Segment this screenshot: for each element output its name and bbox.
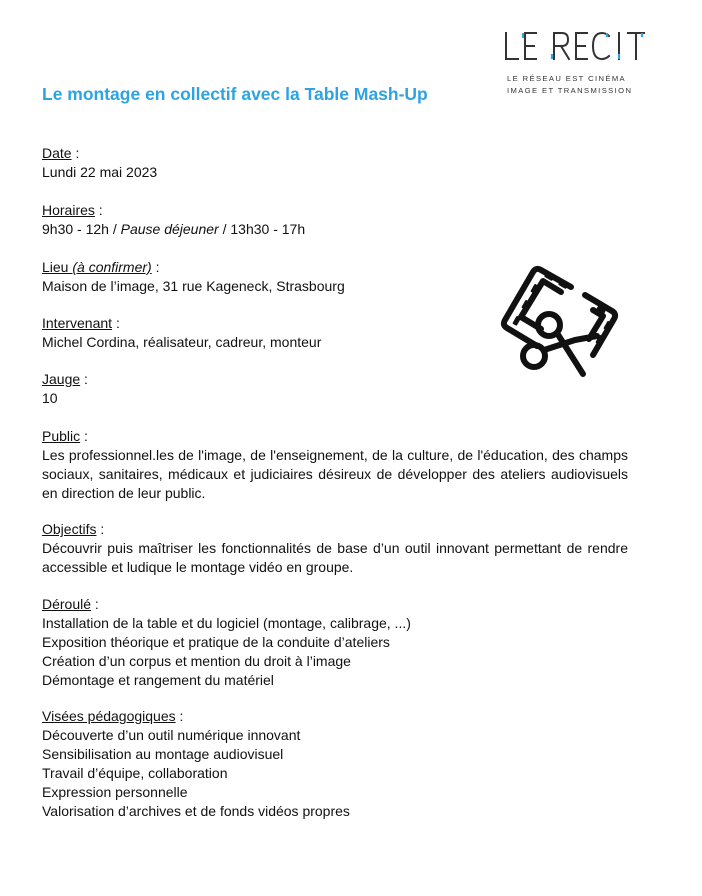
horaires-section — [42, 201, 628, 239]
lieu-label-text: Lieu — [42, 259, 69, 275]
list-item: Installation de la table et du logiciel (montage, calibrage, ...) — [42, 615, 411, 631]
objectifs-text: Découvrir puis maîtriser les fonctionnalités de base d’un outil innovant permettant de rendre accessible et ludique le montage vidéo en groupe. — [42, 540, 628, 575]
public-section — [42, 427, 628, 503]
lieu-label-suffix: : — [151, 259, 160, 275]
date-label: Date — [42, 145, 72, 161]
date-label-suffix: : — [71, 145, 80, 161]
lieu-label-italic: (à confirmer) — [68, 259, 152, 275]
list-item: Sensibilisation au montage audiovisuel — [42, 746, 284, 762]
visees-label-suffix: : — [175, 708, 184, 724]
lieu-label — [42, 259, 152, 275]
list-item: Travail d’équipe, collaboration — [42, 765, 228, 781]
list-item: Création d’un corpus et mention du droit à l’image — [42, 653, 351, 669]
horaires-label-suffix: : — [94, 202, 103, 218]
public-label: Public — [42, 428, 81, 444]
deroule-section — [42, 595, 628, 690]
public-text: Les professionnel.les de l'image, de l'enseignement, de la culture, de l'éducation, des champs sociaux, sanitaires, médicaux et judiciaires désireux de développer des ateliers audiovisuels en direction de leur public. — [42, 447, 628, 501]
list-item: Démontage et rangement du matériel — [42, 672, 274, 688]
visees-section — [42, 707, 628, 821]
list-item: Valorisation d’archives et de fonds vidéos propres — [42, 803, 350, 819]
intervenant-label: Intervenant — [42, 315, 113, 331]
horaires-afternoon: / 13h30 - 17h — [218, 221, 306, 237]
date-section — [42, 144, 628, 182]
list-item: Exposition théorique et pratique de la conduite d’ateliers — [42, 634, 390, 650]
visees-label: Visées pédagogiques — [42, 708, 176, 724]
intervenant-value: Michel Cordina, réalisateur, cadreur, monteur — [42, 334, 322, 350]
horaires-label: Horaires — [42, 202, 95, 218]
date-value: Lundi 22 mai 2023 — [42, 164, 158, 180]
jauge-value: 10 — [42, 390, 58, 406]
list-item: Expression personnelle — [42, 784, 188, 800]
logo-tagline-2: IMAGE ET TRANSMISSION — [507, 86, 633, 95]
public-label-suffix: : — [80, 428, 88, 444]
film-editing-scissors-icon — [497, 262, 619, 386]
objectifs-section — [42, 520, 628, 577]
horaires-morning: 9h30 - 12h — [42, 221, 113, 237]
le-recit-wordmark — [502, 30, 647, 62]
horaires-pause: Pause déjeuner — [120, 221, 219, 237]
intervenant-label-suffix: : — [112, 315, 120, 331]
page-title: Le montage en collectif avec la Table Mash-Up — [42, 84, 428, 104]
deroule-label: Déroulé — [42, 596, 92, 612]
logo-tagline-1: LE RÉSEAU EST CINÉMA — [507, 74, 627, 83]
objectifs-label-suffix: : — [96, 521, 105, 537]
list-item: Découverte d’un outil numérique innovant — [42, 727, 301, 743]
jauge-label: Jauge — [42, 371, 81, 387]
horaires-value — [42, 220, 628, 239]
objectifs-label: Objectifs — [42, 521, 97, 537]
jauge-label-suffix: : — [80, 371, 88, 387]
deroule-label-suffix: : — [91, 596, 99, 612]
horaires-slash: / — [112, 221, 121, 237]
lieu-value: Maison de l’image, 31 rue Kageneck, Strasbourg — [42, 278, 345, 294]
